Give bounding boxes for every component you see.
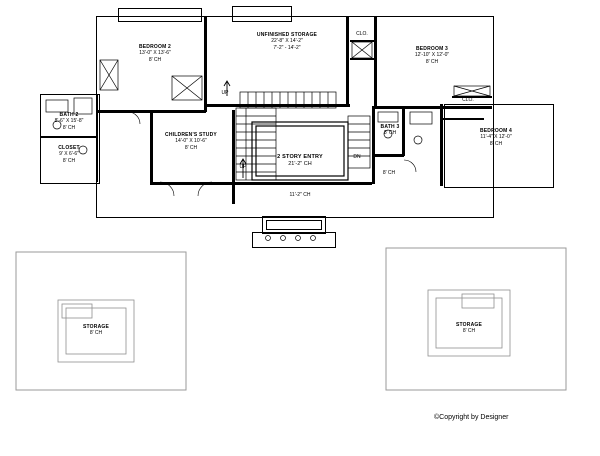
room-bedroom4-name: BEDROOM 4	[479, 128, 513, 134]
copyright-notice: ©Copyright by Designer	[434, 414, 509, 421]
room-closet-name: CLOSET	[58, 145, 80, 151]
room-two-story-entry-dims: 21'-2" CH	[288, 160, 312, 167]
room-storage-right	[438, 322, 500, 335]
label-stair-dn: DN	[353, 154, 361, 160]
room-unfinished-storage-dims: 22'-8" X 14'-2"	[271, 38, 303, 45]
room-bedroom2	[112, 44, 198, 63]
room-childrens-study-ceiling: 8' CH	[184, 144, 198, 151]
room-childrens-study-dims: 14'-0" X 10'-6"	[175, 138, 207, 145]
room-bedroom2-name: BEDROOM 2	[138, 44, 172, 50]
room-storage-right-name: STORAGE	[455, 322, 483, 328]
room-two-story-entry	[256, 154, 344, 168]
room-bedroom2-dims: 13'-0" X 13'-6"	[139, 50, 171, 57]
room-childrens-study-name: CHILDREN'S STUDY	[165, 132, 217, 138]
room-bath3	[374, 124, 406, 137]
room-bedroom3-name: BEDROOM 3	[415, 46, 449, 52]
room-bedroom4	[444, 128, 548, 147]
room-bath2	[38, 112, 100, 131]
room-unfinished-storage	[228, 32, 346, 51]
room-bath3-ceiling: 8' CH	[383, 130, 397, 137]
room-closet-ceiling: 8' CH	[62, 157, 76, 164]
room-bath2-ceiling: 8' CH	[62, 124, 76, 131]
room-bedroom3-dims: 12'-10" X 12'-0"	[414, 52, 450, 59]
room-bath2-dims: 8'-6" X 15'-8"	[54, 118, 84, 125]
label-ceiling-lower: 11'-2" CH	[289, 192, 311, 198]
room-storage-left	[66, 324, 126, 337]
room-bath2-name: BATH 2	[59, 112, 79, 118]
label-bath3-ceiling-right: 8' CH	[382, 170, 396, 176]
label-stair-up-storage: UP	[221, 90, 229, 96]
room-bedroom4-dims: 11'-4" X 12'-0"	[480, 134, 512, 141]
room-two-story-entry-name: 2 STORY ENTRY	[277, 154, 323, 160]
room-storage-left-ceiling: 8' CH	[89, 330, 103, 337]
label-closet-left: CLO.	[356, 31, 368, 37]
room-bedroom3	[382, 46, 482, 65]
room-closet-dims: 9' X 6'-6"	[59, 151, 79, 158]
room-bath3-name: BATH 3	[380, 124, 400, 130]
room-childrens-study	[148, 132, 234, 151]
room-bedroom4-ceiling: 8' CH	[489, 140, 503, 147]
room-bedroom3-ceiling: 8' CH	[425, 58, 439, 65]
label-stair-up-entry: UP	[239, 164, 247, 170]
room-bedroom2-ceiling: 8' CH	[148, 56, 162, 63]
room-unfinished-storage-name: UNFINISHED STORAGE	[256, 32, 318, 38]
room-storage-left-name: STORAGE	[82, 324, 110, 330]
label-closet-right: CLO.	[462, 97, 474, 103]
room-unfinished-storage-ceiling: 7'-2" - 14'-2"	[273, 44, 301, 51]
room-closet	[38, 145, 100, 164]
room-storage-right-ceiling: 8' CH	[462, 328, 476, 335]
